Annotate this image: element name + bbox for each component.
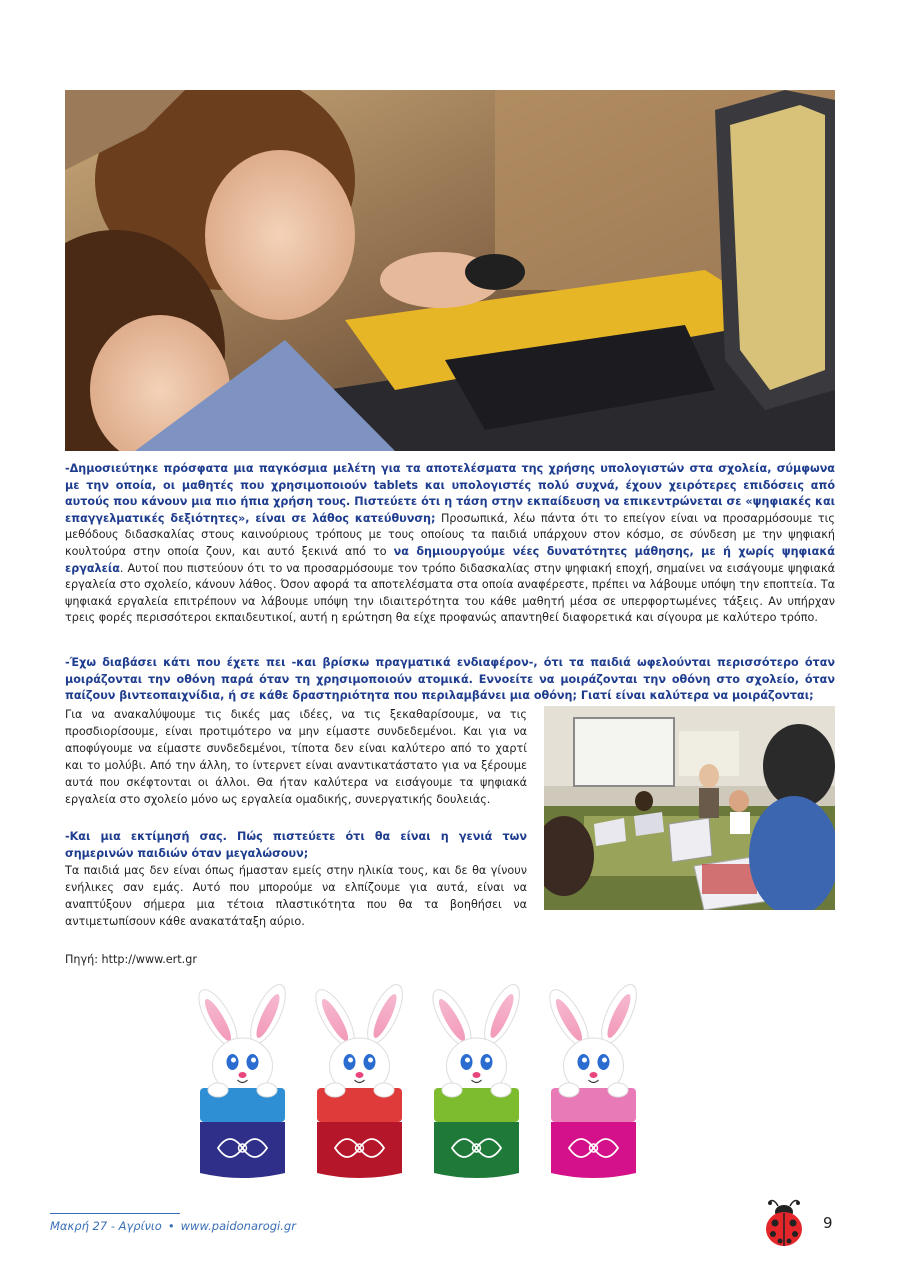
footer-separator: •: [167, 1219, 175, 1233]
footer: [50, 1219, 296, 1233]
question-2: -Έχω διαβάσει κάτι που έχετε πει -και βρίσκω πραγματικά ενδιαφέρον-, ότι τα παιδιά ωφελούνται περισσότερο όταν μοιράζονται την οθόνη παρά όταν τη χρησιμοποιούν ατομικά. Εννοείτε να μοιράζονται την οθόνη στο σχολείο, όταν παίζουν βιντεοπαιχνίδια, ή σε κάθε δραστηριότητα που περιλαμβάνει μια οθόνη; Γιατί είναι καλύτερα να μοιράζονται;: [65, 656, 835, 703]
footer-divider: [50, 1213, 180, 1214]
answer-3: Τα παιδιά μας δεν είναι όπως ήμασταν εμείς στην ηλικία τους, και δε θα γίνουν ενήλικες σαν εμάς. Αυτό που μπορούμε να ελπίζουμε για αυτά, είναι να αναπτύξουν σήμερα μια τέτοια πλαστικότητα που θα τα βοηθήσει να αντιμετωπίσουν κάθε ανακατάταξη αύριο.: [65, 864, 527, 928]
interview-block-1: [65, 461, 835, 627]
bunny-4: [543, 980, 644, 1178]
answer-1-highlight: να δημιουργούμε νέες δυνατότητες μάθησης, με ή χωρίς ψηφιακά εργαλεία: [65, 544, 835, 575]
easter-bunnies-decoration: [185, 978, 645, 1178]
bunny-1: [192, 980, 293, 1178]
page-number: 9: [823, 1214, 833, 1232]
answer-2: Για να ανακαλύψουμε τις δικές μας ιδέες, να τις ξεκαθαρίσουμε, να τις προσδιορίσουμε, είναι προτιμότερο να μην είμαστε συνδεδεμένοι. Και για να αποφύγουμε να είμαστε συνδεδεμένοι, τίποτα δεν είναι καλύτερο από το χαρτί και το μολύβι. Από την άλλη, το ίντερνετ είναι αναντικατάστατο για να ξέρουμε αυτά που σκέφτονται οι άλλοι. Θα ήταν καλύτερα να εισάγουμε τα ψηφιακά εργαλεία στο σχολείο μόνο ως εργαλεία ομαδικής, συνεργατικής δουλειάς.: [65, 708, 527, 806]
classroom-photo: [544, 706, 835, 910]
bunny-2: [309, 980, 410, 1178]
ladybug-icon: [760, 1196, 808, 1248]
footer-website-link[interactable]: www.paidonarogi.gr: [180, 1219, 296, 1233]
interview-block-3: [65, 828, 527, 930]
source-credit: Πηγή: http://www.ert.gr: [65, 953, 197, 966]
question-1: -Δημοσιεύτηκε πρόσφατα μια παγκόσμια μελέτη για τα αποτελέσματα της χρήσης υπολογιστών στα σχολεία, σύμφωνα με την οποία, οι μαθητές που χρησιμοποιούν tablets και υπολογιστές πολύ συχνά, έχουν χειρότερες επιδόσεις από αυτούς που κάνουν μια πιο ήπια χρήση τους. Πιστεύετε ότι η τάση στην εκπαίδευση να επικεντρώνεται σε «ψηφιακές και επαγγελματικές δεξιότητες», είναι σε λάθος κατεύθυνση;: [65, 462, 835, 525]
answer-1: Προσωπικά, λέω πάντα ότι το επείγον είναι να προσαρμόσουμε τις μεθόδους διδασκαλίας στους καινούριους τρόπους με τους οποίους τα παιδιά υπάρχουν στον κόσμο, σε σύνδεση με την ψηφιακή κουλτούρα στην οποία ζουν, και αυτό ξεκινά από το να δημιουργούμε νέες δυνατότητες μάθησης, με ή χωρίς ψηφιακά εργαλεία. Αυτοί που πιστεύουν ότι το να προσαρμόσουμε τον τρόπο διδασκαλίας στην ψηφιακή εποχή, σημαίνει να εισάγουμε ψηφιακά εργαλεία στο σχολείο, κάνουν λάθος. Όσον αφορά τα αποτελέσματα στα οποία αναφέρεστε, πρέπει να λάβουμε υπόψη την εποπτεία. Τα ψηφιακά εργαλεία επιτρέπουν να λάβουμε υπόψη την ιδιαιτερότητα του κάθε μαθητή μέσα σε υπερφορτωμένες τάξεις. Αν υπήρχαν τρεις φορές περισσότεροι εκπαιδευτικοί, αυτή η ερώτηση θα είχε προφανώς απαντηθεί διαφορετικά και σίγουρα με καλύτερο τρόπο.: [65, 511, 835, 625]
bunny-3: [426, 980, 527, 1178]
footer-address: Μακρή 27 - Αγρίνιο: [50, 1219, 162, 1233]
top-photo-children-computers: [65, 90, 835, 451]
question-3: -Και μια εκτίμησή σας. Πώς πιστεύετε ότι θα είναι η γενιά των σημερινών παιδιών όταν μεγαλώσουν;: [65, 830, 527, 860]
interview-block-2: [65, 655, 835, 705]
